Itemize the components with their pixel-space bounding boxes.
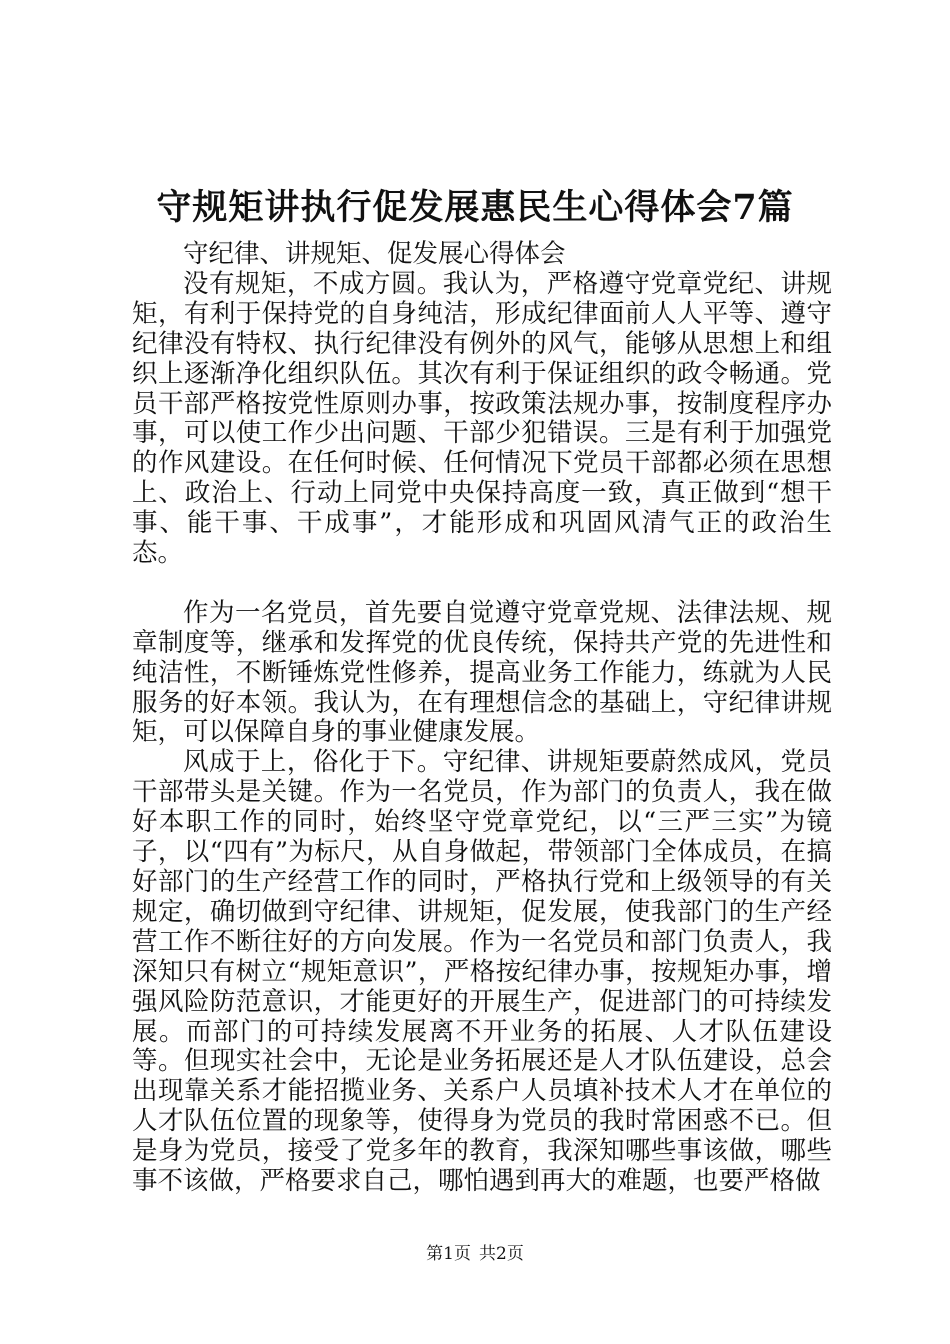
- paragraph-3: 风成于上，俗化于下。守纪律、讲规矩要蔚然成风，党员干部带头是关键。作为一名党员，作为部门的负责人，我在做好本职工作的同时，始终坚守党章党纪，以“三严三实”为镜子，以“四有”为标尺，从自身做起，带领部门全体成员，在搞好部门的生产经营工作的同时，严格执行党和上级领导的有关规定，确切做到守纪律、讲规矩，促发展，使我部门的生产经营工作不断往好的方向发展。作为一名党员和部门负责人，我深知只有树立“规矩意识”，严格按纪律办事，按规矩办事，增强风险防范意识，才能更好的开展生产，促进部门的可持续发展。而部门的可持续发展离不开业务的拓展、人才队伍建设等。但现实社会中，无论是业务拓展还是人才队伍建设，总会出现靠关系才能招揽业务、关系户人员填补技术人才在单位的人才队伍位置的现象等，使得身为党员的我时常困惑不已。但是身为党员，接受了党多年的教育，我深知哪些事该做，哪些事不该做，严格要求自己，哪怕遇到再大的难题，也要严格做: [132, 747, 832, 1197]
- paragraph-2: 作为一名党员，首先要自觉遵守党章党规、法律法规、规章制度等，继承和发挥党的优良传统，保持共产党的先进性和纯洁性，不断锤炼党性修养，提高业务工作能力，练就为人民服务的好本领。我认为，在有理想信念的基础上，守纪律讲规矩，可以保障自身的事业健康发展。: [132, 597, 832, 748]
- page-total: 共2页: [479, 1244, 524, 1264]
- document-title: 守规矩讲执行促发展惠民生心得体会7篇: [156, 187, 794, 228]
- document-body: [132, 240, 832, 1197]
- page-footer: [0, 1243, 950, 1265]
- subtitle-line: 守纪律、讲规矩、促发展心得体会: [183, 239, 566, 269]
- paragraph-1: 没有规矩，不成方圆。我认为，严格遵守党章党纪、讲规矩，有利于保持党的自身纯洁，形成纪律面前人人平等、遵守纪律没有特权、执行纪律没有例外的风气，能够从思想上和组织上逐渐净化组织队伍。其次有利于保证组织的政令畅通。党员干部严格按党性原则办事，按政策法规办事，按制度程序办事，可以使工作少出问题、干部少犯错误。三是有利于加强党的作风建设。在任何时候、任何情况下党员干部都必须在思想上、政治上、行动上同党中央保持高度一致，真正做到“想干事、能干事、干成事”，才能形成和巩固风清气正的政治生态。: [132, 268, 832, 569]
- page-number: 第1页: [426, 1244, 471, 1264]
